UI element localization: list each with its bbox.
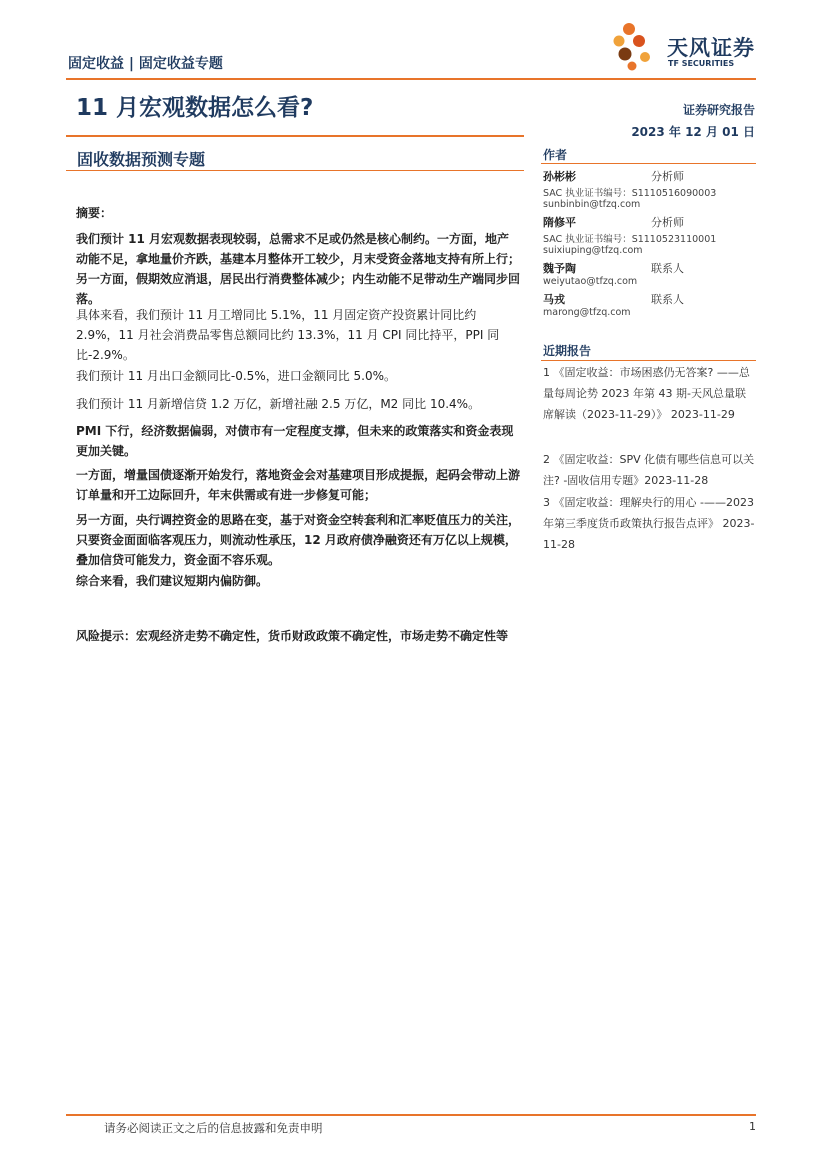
author-name: 隋修平: [543, 216, 576, 229]
footer-disclaimer: 请务必阅读正文之后的信息披露和免责申明: [104, 1121, 323, 1135]
subtitle-divider: [66, 170, 524, 171]
author-email[interactable]: marong@tfzq.com: [543, 307, 631, 318]
summary-paragraph: 具体来看，我们预计 11 月工增同比 5.1%，11 月固定资产投资累计同比约 2.9%，11 月社会消费品零售总额同比约 13.3%，11 月 CPI 同比持平，PPI 同比-2.9%。: [76, 308, 500, 362]
page-title: 11 月宏观数据怎么看?: [76, 95, 314, 121]
logo-mark-icon: [611, 20, 663, 72]
company-logo: [611, 20, 761, 72]
summary-paragraph: 另一方面，央行调控资金的思路在变，基于对资金空转套利和汇率贬值压力的关注，只要资金面面临客观压力，则流动性承压，12 月政府债净融资还有万亿以上规模，叠加信贷可能发力，资金面不容乐观。: [76, 513, 521, 567]
footer-divider: [66, 1114, 756, 1116]
author-cert: SAC 执业证书编号：S1110523110001: [543, 234, 717, 245]
report-category: 固定收益 | 固定收益专题: [68, 56, 223, 72]
summary-paragraph: 一方面，增量国债逐渐开始发行，落地资金会对基建项目形成提振，起码会带动上游订单量和开工边际回升，年末供需或有进一步修复可能；: [76, 468, 521, 502]
page-number: 1: [749, 1120, 756, 1133]
summary-paragraph: 我们预计 11 月宏观数据表现较弱，总需求不足或仍然是核心制约。一方面，地产动能不足，拿地量价齐跌，基建本月整体开工较少，月末受资金落地支持有所上行；另一方面，假期效应消退，居民出行消费整体减少；内生动能不足带动生产端同步回落。: [76, 232, 521, 306]
recent-reports-heading: 近期报告: [543, 344, 592, 358]
title-divider: [66, 135, 524, 137]
logo-english: TF SECURITIES: [668, 59, 735, 68]
page-subtitle: 固收数据预测专题: [77, 150, 206, 169]
recent-report-item[interactable]: 3 《固定收益：理解央行的用心 -——2023 年第三季度货币政策执行报告点评》 2023-11-28: [543, 496, 755, 551]
recent-report-item[interactable]: 1 《固定收益：市场困惑仍无答案? ——总量每周论势 2023 年第 43 期-天风总量联席解读（2023-11-29）》 2023-11-29: [543, 366, 750, 421]
recent-report-item[interactable]: 2 《固定收益：SPV 化债有哪些信息可以关注? -固收信用专题》2023-11-28: [543, 453, 755, 487]
author-email[interactable]: suixiuping@tfzq.com: [543, 245, 643, 256]
recent-reports-divider: [541, 360, 756, 361]
report-type: 证券研究报告: [682, 103, 755, 117]
logo-text: 天风证券: [667, 36, 755, 60]
author-email[interactable]: sunbinbin@tfzq.com: [543, 199, 641, 210]
summary-conclusion: 综合来看，我们建议短期内偏防御。: [76, 574, 269, 588]
author-role: 分析师: [651, 216, 684, 229]
author-role: 联系人: [651, 293, 684, 306]
summary-paragraph: 我们预计 11 月新增信贷 1.2 万亿，新增社融 2.5 万亿，M2 同比 10.4%。: [76, 397, 481, 411]
author-role: 分析师: [651, 170, 684, 183]
author-cert: SAC 执业证书编号：S1110516090003: [543, 188, 717, 199]
author-email[interactable]: weiyutao@tfzq.com: [543, 276, 638, 287]
authors-divider: [541, 163, 756, 164]
summary-paragraph: 我们预计 11 月出口金额同比-0.5%，进口金额同比 5.0%。: [76, 369, 397, 383]
authors-heading: 作者: [543, 148, 568, 162]
report-date: 2023 年 12 月 01 日: [631, 125, 755, 139]
summary-paragraph: PMI 下行，经济数据偏弱，对债市有一定程度支撑，但未来的政策落实和资金表现更加关键。: [76, 424, 514, 458]
author-role: 联系人: [651, 262, 684, 275]
summary-heading: 摘要：: [76, 206, 113, 220]
author-name: 孙彬彬: [543, 170, 576, 183]
author-name: 马戎: [543, 293, 565, 306]
header-divider: [66, 78, 756, 80]
author-name: 魏予陶: [543, 262, 576, 275]
risk-warning: 风险提示：宏观经济走势不确定性，货币财政政策不确定性，市场走势不确定性等: [76, 629, 509, 643]
